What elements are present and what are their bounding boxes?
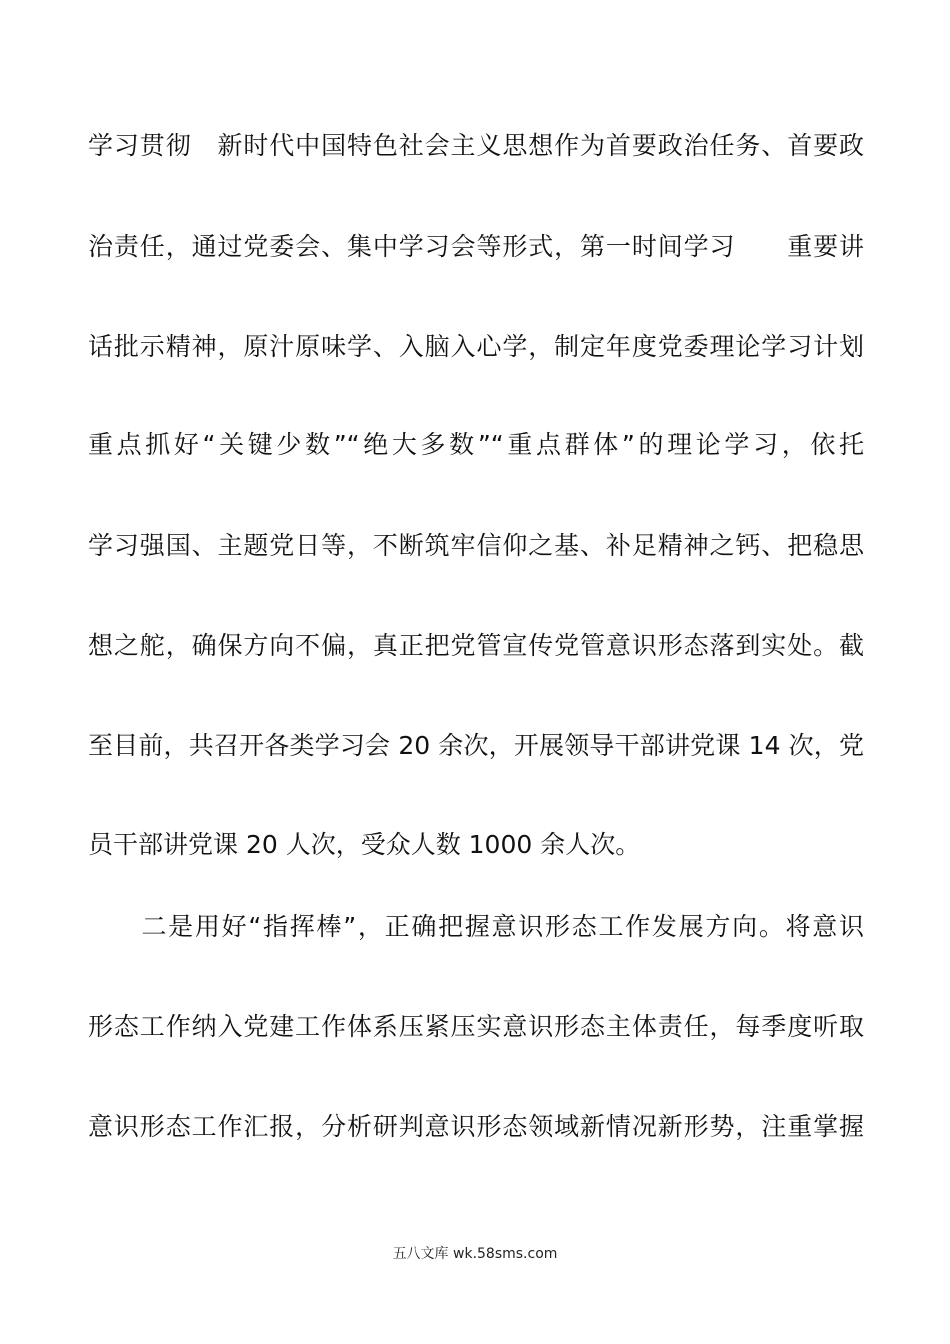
text-line-10: 形态工作纳入党建工作体系压紧压实意识形态主体责任，每季度听取 [88, 1012, 864, 1041]
text-line-7: 至目前，共召开各类学习会 20 余次，开展领导干部讲党课 14 次，党 [88, 731, 864, 760]
text-line-1: 学习贯彻 新时代中国特色社会主义思想作为首要政治任务、首要政 [88, 131, 864, 160]
text-line-5: 学习强国、主题党日等，不断筑牢信仰之基、补足精神之钙、把稳思 [88, 531, 864, 560]
text-line-3: 话批示精神，原汁原味学、入脑入心学，制定年度党委理论学习计划 [88, 332, 864, 361]
text-line-8: 员干部讲党课 20 人次，受众人数 1000 余人次。 [88, 830, 641, 859]
text-line-11: 意识形态工作汇报，分析研判意识形态领域新情况新形势，注重掌握 [88, 1112, 864, 1141]
text-line-2: 治责任，通过党委会、集中学习会等形式，第一时间学习 重要讲 [88, 232, 864, 261]
footer-watermark: 五八文库 wk.58sms.com [392, 1246, 558, 1262]
text-line-4: 重点抓好“关键少数”“绝大多数”“重点群体”的理论学习，依托 [88, 430, 864, 459]
text-line-6: 想之舵，确保方向不偏，真正把党管宣传党管意识形态落到实处。截 [88, 631, 864, 660]
text-line-9: 二是用好“指挥棒”，正确把握意识形态工作发展方向。将意识 [88, 912, 864, 941]
